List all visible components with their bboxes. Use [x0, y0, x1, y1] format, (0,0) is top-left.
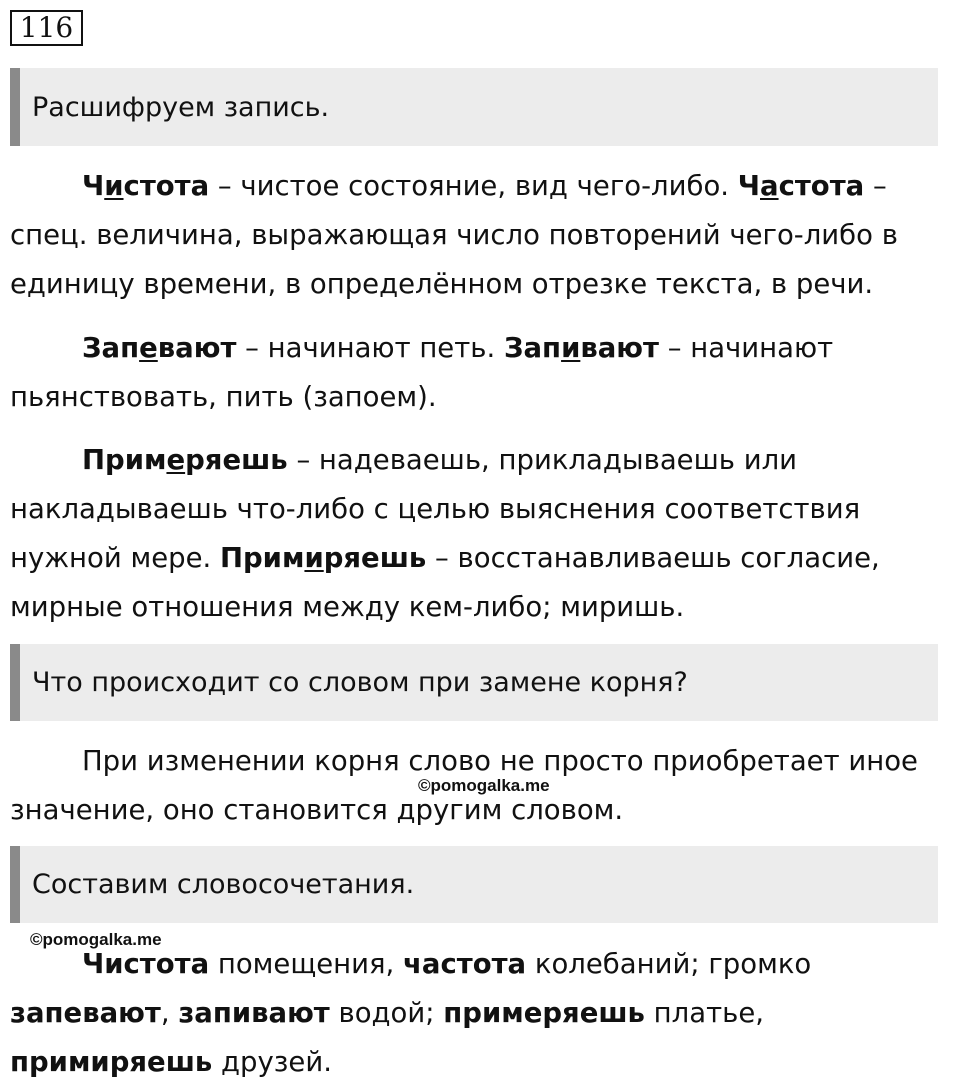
definition-text: – начинают пьянствовать, пить (запоем).: [10, 332, 834, 413]
term-chastota: Частота: [737, 170, 865, 202]
watermark: ©pomogalka.me: [30, 930, 162, 949]
definition-text: – начинают петь.: [236, 332, 504, 364]
definition-text: – чистое состояние, вид чего-либо.: [209, 170, 738, 202]
answer-text: При изменении корня слово не просто приобретает иное значение, оно становится другим словом.: [10, 745, 918, 826]
term-zapevayut: Запевают: [82, 332, 237, 364]
section-heading-phrases: [10, 846, 938, 923]
paragraph-zapevayut: [10, 324, 940, 422]
section-heading-text: Что происходит со словом при замене корня?: [32, 667, 688, 698]
section-heading-text: Расшифруем запись.: [32, 91, 330, 123]
term-primiryaesh: Примиряешь: [219, 542, 427, 574]
watermark: ©pomogalka.me: [418, 776, 550, 795]
term-chistota: Чистота: [82, 170, 210, 202]
section-heading-decode: [10, 68, 938, 146]
section-heading-text: Составим словосочетания.: [32, 869, 415, 900]
exercise-number: 116: [10, 10, 83, 46]
paragraph-chistota: [10, 162, 940, 309]
section-heading-question: [10, 644, 938, 721]
paragraph-primeryaesh: [10, 436, 940, 632]
term-primeryaesh: Примеряешь: [82, 444, 288, 476]
paragraph-phrases: Чистота помещения, частота колебаний; громко запевают, запивают водой; примеряешь платье, примиряешь друзей.: [10, 948, 812, 1078]
definition-text: – восстанавливаешь согласие, мирные отношения между кем-либо; миришь.: [10, 542, 880, 623]
definition-text: – надеваешь, прикладываешь или накладываешь что-либо с целью выяснения соответствия нужной мере.: [10, 444, 861, 574]
definition-text: – спец. величина, выражающая число повторений чего-либо в единицу времени, в определённом отрезке текста, в речи.: [10, 170, 898, 300]
term-zapivayut: Запивают: [503, 332, 659, 364]
